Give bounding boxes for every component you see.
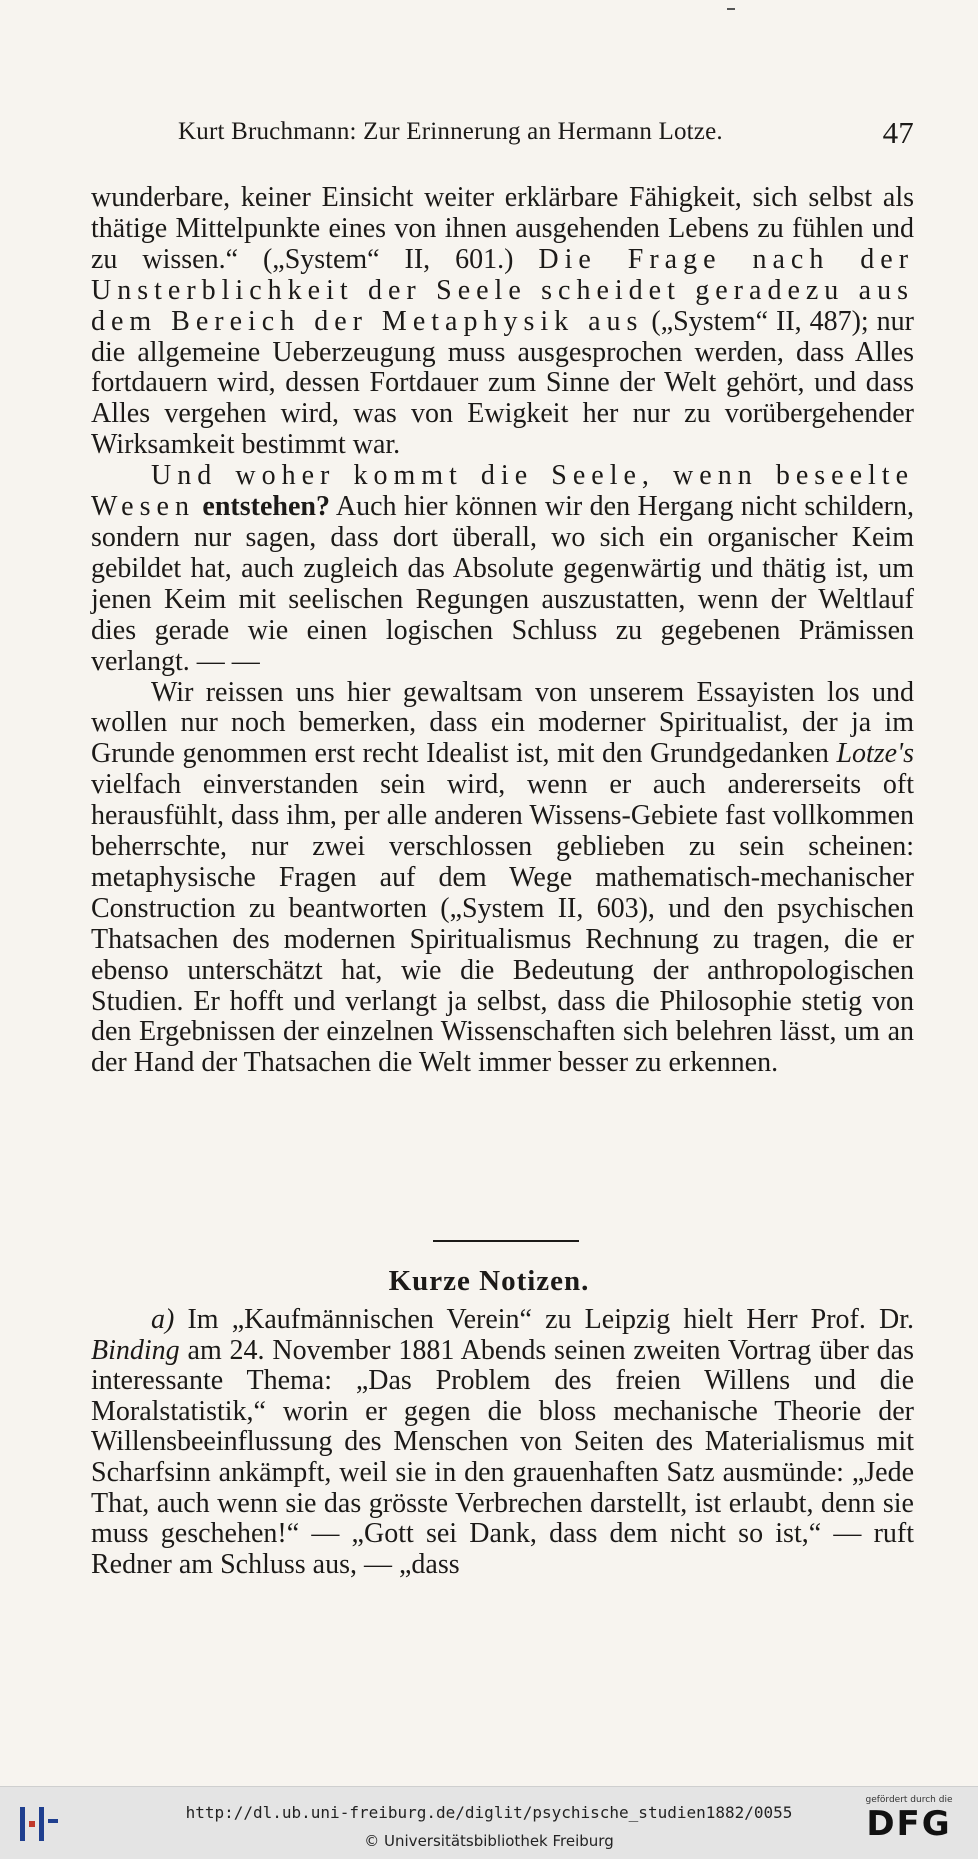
paragraph-2 xyxy=(91,461,914,677)
paragraph-1-start: wunderbare, keiner Einsicht weiter erklärbare Fähigkeit, sich selbst als thätige Mittelpunkte eines von ihnen ausgehenden Lebens zu fühlen und zu wissen.“ („System“ II, 601.) xyxy=(91,182,914,275)
paragraph-1-spaced: Die Frage nach der Unsterblichkeit der Seele scheidet geradezu aus dem Bereich der Metaphysik aus xyxy=(91,243,915,337)
paragraph-1 xyxy=(91,183,914,461)
note-a-rest: am 24. November 1881 Abends seinen zweiten Vortrag über das interessante Thema: „Das Problem des freien Willens und die Moralstatistik,“ worin er gegen die bloss mechanische Theorie der Willensbeeinflussung des Menschen von Seiten des Materialismus mit Scharfsinn ankämpft, weil sie in den grauenhaften Satz ausmünde: „Jede That, auch wenn sie das grösste Verbrechen darstellt, ist erlaubt, denn sie muss geschehen!“ — „Gott sei Dank, dass dem nicht so ist,“ — ruft Redner am Schluss aus, — „dass xyxy=(91,1334,915,1580)
scan-mark xyxy=(727,8,735,10)
running-title: Kurt Bruchmann: Zur Erinnerung an Hermann Lotze. xyxy=(178,118,723,145)
notes-text xyxy=(91,1305,914,1580)
paragraph-3 xyxy=(91,678,914,1080)
page-url-link[interactable]: http://dl.ub.uni-freiburg.de/diglit/psychische_studien1882/0055 xyxy=(185,1803,793,1822)
paragraph-2-rest: Auch hier können wir den Hergang nicht schildern, sondern nur sagen, dass dort überall, wo sich ein organischer Keim gebildet hat, auch zugleich das Absolute gegenwärtig und thätig ist, um jenen Keim mit seelischen Regungen auszustatten, wenn der Weltlauf dies gerade wie einen logischen Schluss zu gegebenen Prämissen verlangt. — — xyxy=(91,491,914,677)
note-a xyxy=(91,1305,914,1580)
note-label: a) xyxy=(151,1304,175,1335)
note-a-start: Im „Kaufmännischen Verein“ zu Leipzig hielt Herr Prof. Dr. xyxy=(187,1304,915,1335)
section-title: Kurze Notizen. xyxy=(388,1265,590,1297)
paragraph-2-bold: entstehen? xyxy=(202,491,330,523)
copyright-text: © Universitätsbibliothek Freiburg xyxy=(364,1832,614,1850)
paragraph-3-italic: Lotze's xyxy=(836,738,914,770)
section-divider xyxy=(433,1240,579,1242)
paragraph-2-spaced: Und woher kommt die Seele, wenn beseelte Wesen xyxy=(91,460,914,523)
viewer-footer xyxy=(0,1786,978,1859)
paragraph-1-end: („System“ II, 487); nur die allgemeine Ueberzeugung muss ausgesprochen werden, dass Alles fortdauern wird, dessen Fortdauer zum Sinne der Welt gehört, und dass Alles vergehen wird, was von Ewigkeit her nur zu vorübergehender Wirksamkeit bestimmt war. xyxy=(91,305,914,461)
note-a-italic: Binding xyxy=(91,1334,180,1366)
paragraph-3-rest: vielfach einverstanden sein wird, wenn er auch andererseits oft herausfühlt, dass ihm, per alle anderen Wissens-Gebiete fast vollkommen beherrschte, nur zwei verschlossen geblieben zu sein scheinen: metaphysische Fragen auf dem Wege mathematisch-mechanischer Construction zu beantworten („System II, 603), und den psychischen Thatsachen des modernen Spiritualismus Rechnung zu tragen, die er ebenso unterschätzt hat, wie die Bedeutung der anthropologischen Studien. Er hofft und verlangt ja selbst, dass die Philosophie stetig von den Ergebnissen der einzelnen Wissenschaften sich belehren lässt, um an der Hand der Thatsachen die Welt immer besser zu erkennen. xyxy=(91,769,914,1079)
paragraph-3-start: Wir reissen uns hier gewaltsam von unserem Essayisten los und wollen nur noch bemerken, dass ein moderner Spiritualist, der ja im Grunde genommen erst recht Idealist ist, mit den Grundgedanken xyxy=(91,676,914,770)
body-text xyxy=(91,183,914,1079)
dfg-logo xyxy=(854,1795,964,1843)
running-header xyxy=(178,115,914,150)
dfg-logo-text: DFG xyxy=(866,1804,952,1844)
dfg-caption: gefördert durch die xyxy=(865,1795,953,1805)
page-number: 47 xyxy=(882,115,914,150)
